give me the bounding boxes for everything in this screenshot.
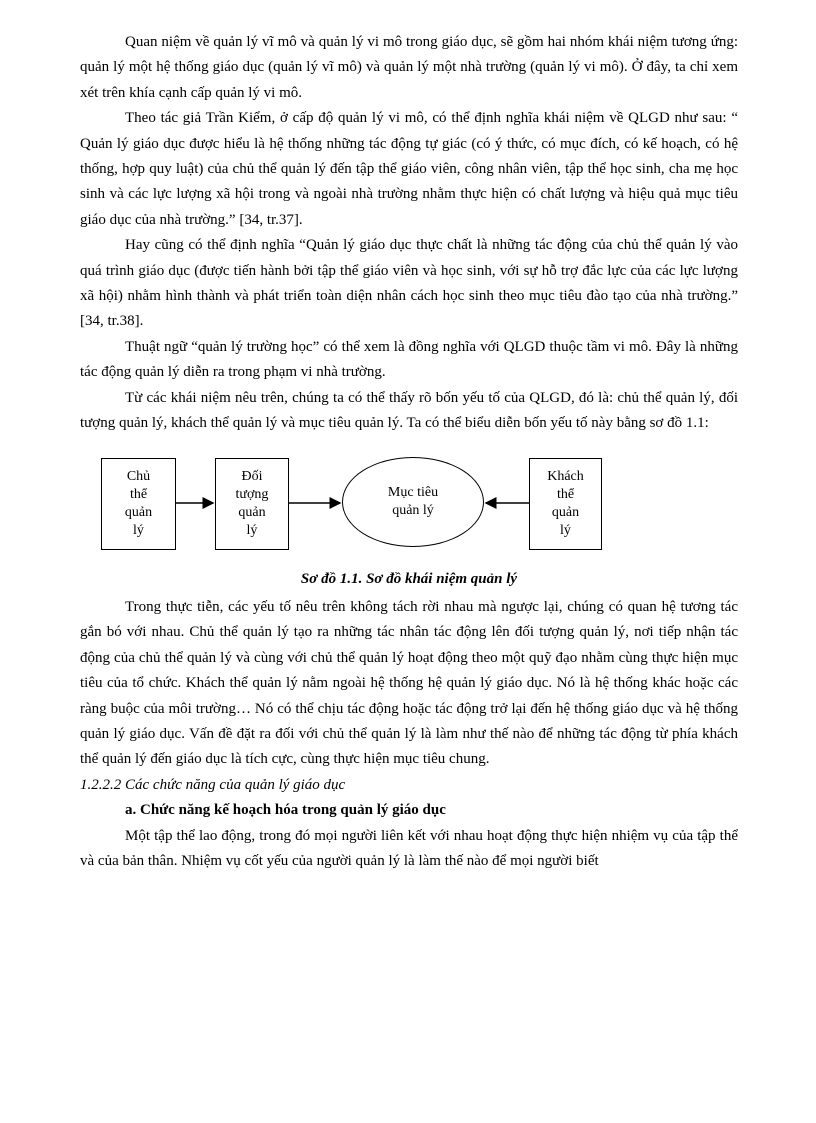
paragraph-4: Thuật ngữ “quản lý trường học” có thể xem là đồng nghĩa với QLGD thuộc tầm vi mô. Đây là những tác động quản lý diễn ra trong phạm vi nhà trường. <box>80 338 738 381</box>
paragraph-3: Hay cũng có thể định nghĩa “Quản lý giáo dục thực chất là những tác động của chủ thể quản lý vào quá trình giáo dục (được tiến hành bởi tập thể giáo viên và học sinh, với sự hỗ trợ đắc lực của các lực lượng xã hội) nhằm hình thành và phát triển toàn diện nhân cách học sinh theo mục tiêu đào tạo của nhà trường.” [34, tr.38]. <box>80 237 738 330</box>
ellipse-management-goal: Mục tiêu quản lý <box>342 457 484 547</box>
paragraph-6: Trong thực tiễn, các yếu tố nêu trên không tách rời nhau mà ngược lại, chúng có quan hệ tương tác gắn bó với nhau. Chủ thể quản lý tạo ra những tác nhân tác động lên đối tượng quản lý, nơi tiếp nhận tác động của chủ thể quản lý và cùng với chủ thể quản lý hoạt động theo một quỹ đạo nhằm cùng thực hiện mục tiêu của tổ chức. Khách thể quản lý nằm ngoài hệ thống hệ quản lý giáo dục. Nó là hệ thống khác hoặc các ràng buộc của môi trường… Nó có thể chịu tác động hoặc tác động trở lại đến hệ thống giáo dục và hệ thống quản lý giáo dục. Vấn đề đặt ra đối với chủ thể quản lý là làm như thế nào để những tác động từ phía khách thể quản lý đến giáo dục là tích cực, cùng thực hiện mục tiêu chung. <box>80 598 738 768</box>
management-concept-diagram <box>80 449 738 561</box>
paragraph-2: Theo tác giả Trần Kiểm, ở cấp độ quản lý vi mô, có thể định nghĩa khái niệm về QLGD như sau: “ Quản lý giáo dục được hiểu là hệ thống những tác động tự giác (có ý thức, có mục đích, có kế hoạch, có hệ thống, hợp quy luật) của chủ thể quản lý đến tập thể giáo viên, công nhân viên, tập thể học sinh, cha mẹ học sinh và các lực lượng xã hội trong và ngoài nhà trường nhằm thực hiện có chất lượng và hiệu quả mục tiêu giáo dục của nhà trường.” [34, tr.37]. <box>80 110 738 228</box>
box-management-client: Khách thể quản lý <box>529 458 602 550</box>
paragraph-7: Một tập thể lao động, trong đó mọi người liên kết với nhau hoạt động thực hiện nhiệm vụ của tập thể và của bản thân. Nhiệm vụ cốt yếu của người quản lý là làm thế nào để mọi người biết <box>80 827 738 869</box>
paragraph-1: Quan niệm về quản lý vĩ mô và quản lý vi mô trong giáo dục, sẽ gồm hai nhóm khái niệm tương ứng: quản lý một hệ thống giáo dục (quản lý vĩ mô) và quản lý một nhà trường (quản lý vi mô). Ở đây, ta chỉ xem xét trên khía cạnh cấp quản lý vi mô. <box>80 34 738 101</box>
diagram-caption: Sơ đồ 1.1. Sơ đồ khái niệm quản lý <box>300 570 518 587</box>
section-heading-a: a. Chức năng kế hoạch hóa trong quản lý giáo dục <box>125 802 446 819</box>
document-page <box>80 30 738 874</box>
box-management-object: Đối tượng quản lý <box>215 458 289 550</box>
paragraph-5: Từ các khái niệm nêu trên, chúng ta có thể thấy rõ bốn yếu tố của QLGD, đó là: chủ thể quản lý, đối tượng quản lý, khách thể quản lý và mục tiêu quản lý. Ta có thể biểu diễn bốn yếu tố này bằng sơ đồ 1.1: <box>80 389 738 432</box>
box-management-subject: Chủ thể quản lý <box>101 458 176 550</box>
section-subheading: 1.2.2.2 Các chức năng của quản lý giáo dục <box>80 776 346 793</box>
